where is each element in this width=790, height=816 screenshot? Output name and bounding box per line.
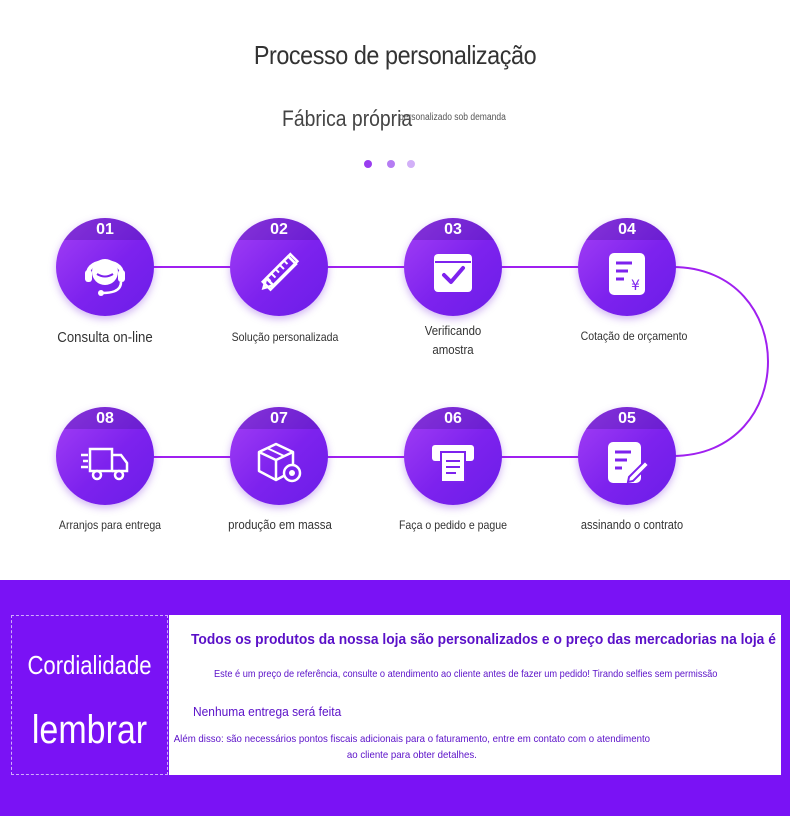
connector-curve [670,265,770,460]
step-04-number: 04 [618,221,636,238]
carousel-dot-3[interactable] [407,160,415,168]
connector-line [150,456,232,458]
notice-heading-line-1: Cordialidade [27,650,152,680]
step-01-number: 01 [96,221,114,238]
step-03-circle [404,218,502,316]
svg-text:¥: ¥ [631,278,640,294]
sign-document-icon [602,437,652,487]
step-06-number: 06 [444,410,462,427]
step-07-number: 07 [270,410,288,427]
headset-icon [80,248,130,298]
step-01-circle [56,218,154,316]
box-gear-icon [254,437,304,487]
carousel-dot-2[interactable] [387,160,395,168]
page-subtitle: Fábrica própria [282,106,413,131]
step-08-circle [56,407,154,505]
step-02-label: Solução personalizada [231,330,339,344]
notice-line-4: Além disso: são necessários pontos fiscais adicionais para o faturamento, entre em contato com o atendimento ao cliente para obter detalhes. [173,733,651,761]
page-title: Processo de personalização [253,40,537,70]
yen-document-icon [602,248,652,298]
step-05-circle [578,407,676,505]
step-06-circle [404,407,502,505]
connector-line [326,456,406,458]
step-03-number: 03 [444,221,462,238]
step-02-circle [230,218,328,316]
notice-line-3: Nenhuma entrega será feita [193,704,342,719]
step-04-label: Cotação de orçamento [580,329,688,343]
step-08-label: Arranjos para entrega [58,518,162,532]
step-01-label: Consulta on-line [57,329,153,346]
step-07-label: produção em massa [228,517,332,532]
connector-line [498,266,580,268]
printer-icon [428,437,478,487]
carousel-dot-1[interactable] [364,160,372,168]
step-03-label: Verificando amostra [424,323,482,357]
step-02-number: 02 [270,221,288,238]
step-05-number: 05 [618,410,636,427]
delivery-truck-icon [80,437,130,487]
notice-line-1: Todos os produtos da nossa loja são personalizados e o preço das mercadorias na loja é [191,631,776,648]
step-06-label: Faça o pedido e pague [398,518,508,532]
notice-heading-line-2: lembrar [31,708,148,752]
notice-left-panel [11,615,168,775]
notice-line-2: Este é um preço de referência, consulte o atendimento ao cliente antes de fazer um pedido! Tirando selfies sem permissão [214,668,718,680]
step-07-circle [230,407,328,505]
step-08-number: 08 [96,410,114,427]
connector-line [150,266,232,268]
pencil-ruler-icon [254,248,304,298]
connector-line [326,266,406,268]
notice-text-panel [169,615,781,775]
connector-line [498,456,580,458]
step-04-circle [578,218,676,316]
step-05-label: assinando o contrato [580,518,684,532]
checkbox-icon [428,248,478,298]
page-subtitle-small: personalizado sob demanda [399,112,506,123]
